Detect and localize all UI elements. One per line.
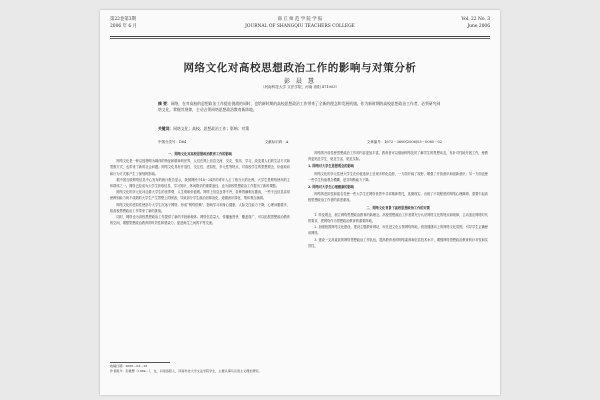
author-affiliation: （河南科技大学 文法学院，河南 洛阳 471003） (260, 85, 340, 89)
abstract-label: 摘 要： (158, 101, 171, 106)
paragraph: 网络文化的多元化冲击着大学生的世界观、人生观和价值观。网络上信息良莠不齐，各种思潮相互激荡，一些不良信息容易使辨别能力尚不成熟的大学生产生思想上的困惑，导致部分学生政治信仰淡化、道德意识弱化、集体观念减弱。 (110, 190, 290, 201)
journal-name: 商 丘 师 范 学 院 学 报 JOURNAL OF SHANGQIU TEACHERS COLLEGE (245, 17, 355, 29)
keywords-label: 关键词： (158, 126, 174, 131)
section-heading: 二、网络文化背景下高校思想政治工作的对策 (366, 205, 430, 210)
paragraph: 网络的开放性使思想政治工作的内容更加丰富，教育者可以借助网络及时了解学生的思想动态，有针对性地开展工作，使教育更贴近学生、贴近生活、贴近实际。 (308, 151, 488, 162)
article-number: 文章编号：1672－3600(2006)03－0085－02 (366, 140, 442, 144)
footnote-rule (110, 362, 170, 363)
keywords (158, 126, 442, 132)
received-date: 收稿日期：2006－03－25 (110, 364, 148, 368)
volume-issue: 第22卷第3期 2006 年 6 月 (110, 17, 137, 29)
classification-line (158, 140, 442, 145)
running-header (110, 16, 490, 38)
paragraph: 3. 建设一支高素质的网络思想政治工作队伍，提高教育者的网络素养和信息技术水平，增强网络思想政治教育的针对性和实效性。 (308, 237, 488, 248)
header-rule (110, 36, 490, 37)
section-heading: 一、网络文化对高校思想政治教育工作的影响 (168, 152, 232, 156)
paragraph: 1. 转变观念，树立网络思想政治教育的新理念。高校思想政治工作者要充分认识网络文化的特点和规律，主动适应网络时代的要求，把网络作为思想政治教育的重要阵地。 (308, 212, 488, 224)
abstract (158, 101, 442, 113)
author-name: 彭 晨 慧 (284, 78, 316, 85)
paragraph: 网络的虚拟性和匿名性使一些大学生在网络世界中寻求精神寄托，逃避现实，出现了不同程度的网络心理障碍，需要引起高校思想政治工作者的高度重视。 (308, 192, 488, 203)
body-column-left (110, 150, 290, 226)
subsection-heading: 1. 网络对大学生思想观念的影响 (308, 164, 354, 169)
article-title: 网络文化对高校思想政治工作的影响与对策分析 (183, 62, 417, 74)
paragraph: 网络文化是一种以因特网为媒体的特征和精神的世界，人们在网上信息交流、交友、娱乐、学习，改变着人们的生活方式和思维方式，也带来了新的社会问题。网络文化具有开放性、交互性、虚拟性、多元性等特点，对高校学生的思想观念、价值取向和行为方式都产生了深刻的影响。 (110, 159, 290, 176)
subsection-heading: 2. 网络对大学生心理健康的影响 (308, 185, 354, 190)
paragraph: 2. 加强校园网络文化建设，建设主题教育网站，用先进文化占领网络阵地，营造健康向上的网络文化氛围，引导学生正确使用网络。 (308, 225, 488, 236)
journal-page (100, 10, 500, 395)
paragraph: 网络文化的虚拟性使部分大学生沉迷于网络，形成“网络依赖”，影响学习和身心健康，人际交往能力下降，心理问题增多，给高校思想政治工作带来了新的挑战。 (110, 202, 290, 213)
document-code: 文献标识码：A (264, 140, 289, 144)
body-column-right (308, 150, 488, 249)
volume-issue-en: Vol. 22 No. 3 June 2006 (461, 17, 490, 29)
clc-number: 中图分类号：D64 (158, 140, 187, 144)
keywords-text: 网络文化；高校；思想政治工作；影响；对策 (173, 126, 250, 131)
author-bio: 作者简介：彭晨慧（1984－），女，河南洛阳人，河南科技大学文法学院学生，主要从事马克思主义理论研究。 (110, 369, 262, 373)
abstract-text: 网络，在对高校的思想政治工作提出挑战的同时，也给新时期的高校思想政治工作带来了全新的理念和发展机遇。作为新时期的高校思想政治工作者，必须研究网络文化，掌握其规律，主动占领网络思想政治教育新阵地。 (158, 101, 441, 112)
paragraph: 据中国互联网络信息中心发布的统计报告显示，我国网民中18－24岁的青年人占了相当大的比例，大学生是网络使用的主体群体之一。网络已经成为大学生获取信息、学习知识、休闲娱乐的重要途径，也为高校思想政治工作提出了新的课题。 (110, 177, 290, 189)
paragraph: 网络文化的多元性使大学生在价值选择上呈现多样化趋势，一方面开阔了视野，增强了开放意识和创新意识；另一方面也使一些学生价值观念模糊，是非判断能力下降。 (308, 171, 488, 182)
paragraph: 同时，网络也为高校思想政治工作提供了新的手段和载体。网络信息量大、传播速度快、覆盖面广，可以拓展思想政治教育的空间，增强思想政治教育的时效性和感染力，促进师生之间的平等交流。 (110, 215, 290, 226)
header-rule-thin (110, 38, 490, 39)
footnotes (110, 364, 290, 374)
